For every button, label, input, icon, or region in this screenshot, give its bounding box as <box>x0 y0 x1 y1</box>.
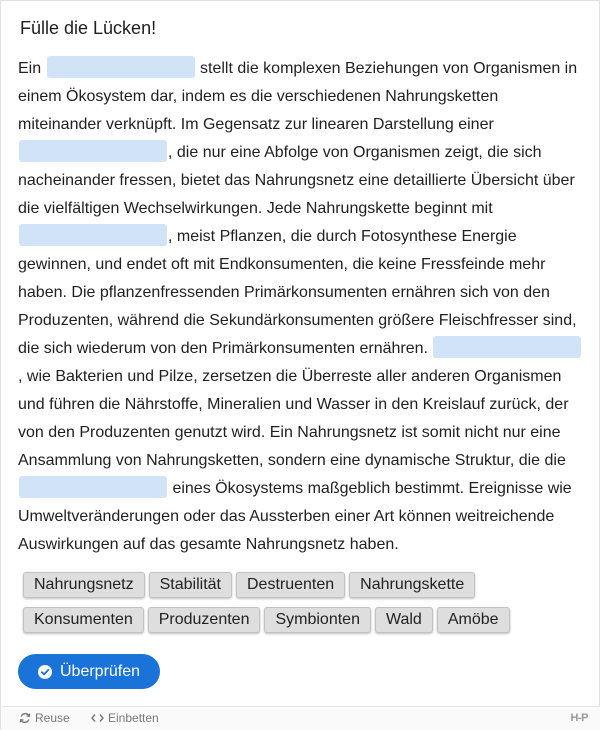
drop-zone-5[interactable] <box>19 476 167 498</box>
draggable-word-wald[interactable]: Wald <box>375 607 433 633</box>
text-segment: eines Ökosystems maßgeblich bestimmt. Ereignisse wie Umweltveränderungen oder das Aussterben einer Art können weitreichende Auswirkungen auf das gesamte Nahrungsnetz haben. <box>18 480 572 553</box>
task-title: Fülle die Lücken! <box>20 18 157 38</box>
draggable-word-symbionten[interactable]: Symbionten <box>264 607 371 633</box>
embed-label: Einbetten <box>108 711 159 725</box>
h5p-logo: H-P <box>570 712 588 724</box>
reuse-link[interactable] <box>19 711 70 725</box>
text-segment: , wie Bakterien und Pilze, zersetzen die Überreste aller anderen Organismen und führen die Nährstoffe, Mineralien und Wasser in den Kreislauf zurück, der von den Produzenten genutzt wird. Ein Nahrungsnetz ist somit nicht nur eine Ansammlung von Nahrungsketten, sondern eine dynamische Struktur, die die <box>18 368 569 469</box>
reuse-icon <box>19 712 31 724</box>
drop-zone-4[interactable] <box>433 336 581 358</box>
text-segment: , meist Pflanzen, die durch Fotosynthese Energie gewinnen, und endet oft mit Endkonsumenten, die keine Fressfeinde mehr haben. Die pflanzenfressenden Primärkonsumenten ernähren sich von den Produzenten, während die Sekundärkonsumenten größere Fleischfresser sind, die sich wiederum von den Primärkonsumenten ernähren. <box>18 228 577 357</box>
draggable-word-nahrungskette[interactable]: Nahrungskette <box>349 572 475 598</box>
text-segment: , die nur eine Abfolge von Organismen zeigt, die sich nacheinander fressen, bietet das Nahrungsnetz eine detaillierte Übersicht über die vielfältigen Wechselwirkungen. Jede Nahrungskette beginnt mit <box>18 144 575 217</box>
text-segment: Ein <box>18 60 46 77</box>
draggable-word-produzenten[interactable]: Produzenten <box>148 607 261 633</box>
drop-zone-3[interactable] <box>19 224 167 246</box>
draggable-word-konsumenten[interactable]: Konsumenten <box>23 607 144 633</box>
reuse-label: Reuse <box>35 711 70 725</box>
draggable-word-destruenten[interactable]: Destruenten <box>236 572 345 598</box>
check-circle-icon <box>38 665 52 679</box>
drop-zone-2[interactable] <box>19 140 167 162</box>
draggable-word-nahrungsnetz[interactable]: Nahrungsnetz <box>23 572 145 598</box>
embed-link[interactable] <box>91 711 159 725</box>
code-embed-icon <box>91 713 104 723</box>
drop-zone-1[interactable] <box>47 56 195 78</box>
draggable-word-amoebe[interactable]: Amöbe <box>437 607 510 633</box>
check-button[interactable] <box>18 654 160 689</box>
footer-bar <box>2 706 600 730</box>
text-segment: stellt die komplexen Beziehungen von Organismen in einem Ökosystem dar, indem es die verschiedenen Nahrungsketten miteinander verknüpft. Im Gegensatz zur linearen Darstellung einer <box>18 60 578 133</box>
check-button-label: Überprüfen <box>60 662 141 680</box>
word-bank <box>23 572 563 642</box>
cloze-text <box>18 55 586 559</box>
draggable-word-stabilitaet[interactable]: Stabilität <box>149 572 232 598</box>
